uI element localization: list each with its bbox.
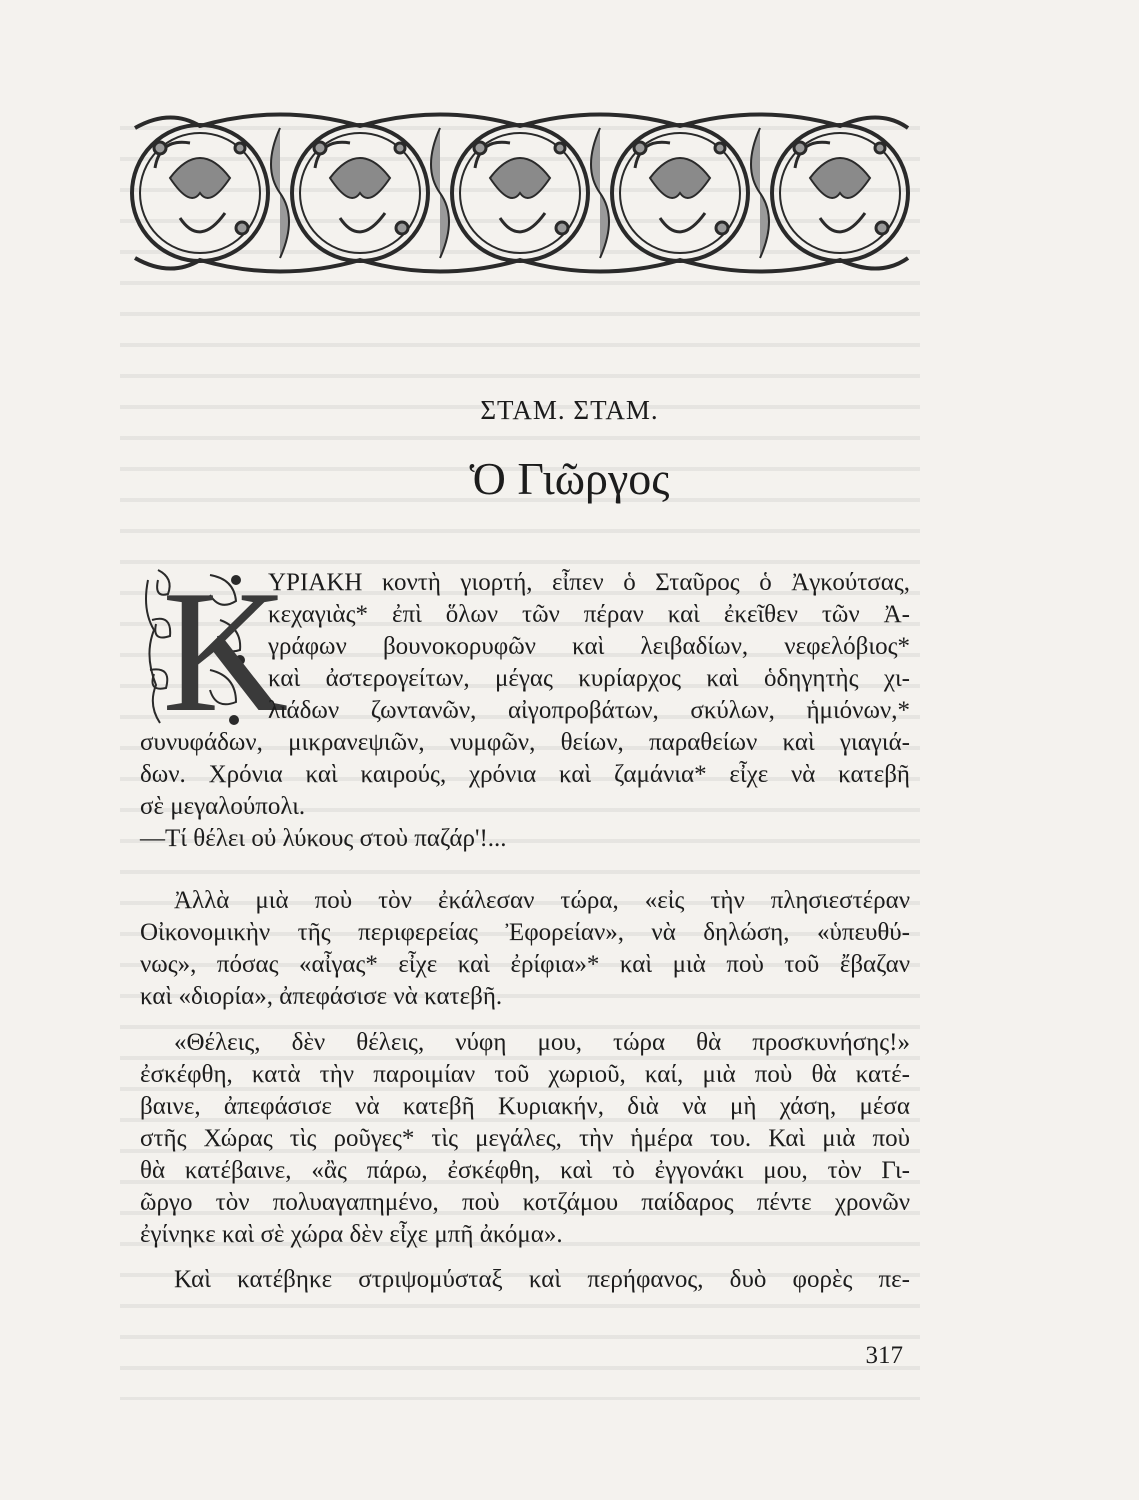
text-line: ῶργο τὸν πολυαγαπημένο, ποὺ κοτζάμου παίδαρος πέντε χρονῶν (140, 1189, 910, 1216)
text-line: —Τί θέλει οὐ λύκους στοὺ παζάρ'!... (140, 825, 507, 852)
paragraph-2 (140, 823, 910, 855)
text-line: συνυφάδων, μικρανεψιῶν, νυμφῶν, θείων, παραθείων καὶ γιαγιά- (140, 729, 910, 756)
text-line: καὶ ἀστερογείτων, μέγας κυρίαρχος καὶ ὁδηγητὴς χι- (268, 665, 910, 692)
text-line: ΥΡΙΑΚΗ κοντὴ γιορτή, εἶπεν ὁ Σταῦρος ὁ Ἀγκούτσας, (268, 569, 910, 596)
text-line: θὰ κατέβαινε, «ἂς πάρω, ἐσκέφθη, καὶ τὸ ἐγγονάκι μου, τὸν Γι- (140, 1157, 910, 1184)
text-line: δων. Χρόνια καὶ καιρούς, χρόνια καὶ ζαμάνια* εἶχε νὰ κατεβῆ (140, 761, 910, 788)
text-line: λιάδων ζωντανῶν, αἰγοπροβάτων, σκύλων, ἡμιόνων,* (268, 697, 910, 724)
floral-vine-ornament-icon (130, 108, 912, 278)
paragraph-5 (140, 1264, 910, 1296)
text-line: κεχαγιὰς* ἐπὶ ὅλων τῶν πέραν καὶ ἐκεῖθεν τῶν Ἀ- (268, 601, 910, 628)
author-name: ΣΤΑΜ. ΣΤΑΜ. (480, 395, 659, 425)
text-line: Ἀλλὰ μιὰ ποὺ τὸν ἐκάλεσαν τώρα, «εἰς τὴν πλησιεστέραν (174, 887, 910, 914)
paragraph-4 (140, 1027, 910, 1251)
text-line: Καὶ κατέβηκε στριψομύσταξ καὶ περήφανος, δυὸ φορὲς πε- (174, 1266, 910, 1293)
text-line: «Θέλεις, δὲν θέλεις, νύφη μου, τώρα θὰ προσκυνήσης!» (174, 1029, 910, 1056)
text-line: σὲ μεγαλούπολι. (140, 793, 306, 820)
text-line: ἐσκέφθη, κατὰ τὴν παροιμίαν τοῦ χωριοῦ, καί, μιὰ ποὺ θὰ κατέ- (140, 1061, 910, 1088)
text-line: βαινε, ἀπεφάσισε νὰ κατεβῆ Κυριακήν, διὰ νὰ μὴ χάση, μέσα (140, 1093, 910, 1120)
text-line: νως», πόσας «αἶγας* εἶχε καὶ ἐρίφια»* καὶ μιὰ ποὺ τοῦ ἔβαζαν (140, 951, 910, 978)
text-line: στῆς Χώρας τὶς ροῦγες* τὶς μεγάλες, τὴν ἡμέρα του. Καὶ μιὰ ποὺ (140, 1125, 910, 1152)
dropcap-letter: Κ (162, 554, 289, 748)
page-number: 317 (865, 1342, 903, 1369)
text-line: καὶ «διορία», ἀπεφάσισε νὰ κατεβῆ. (140, 983, 503, 1010)
text-line: γράφων βουνοκορυφῶν καὶ λειβαδίων, νεφελόβιος* (268, 633, 910, 660)
story-title: Ὁ Γιῶργος (469, 453, 670, 504)
paragraph-1 (140, 567, 910, 823)
text-line: Οἰκονομικὴν τῆς περιφερείας Ἐφορείαν», νὰ δηλώση, «ὑπευθύ- (140, 919, 910, 946)
paragraph-3 (140, 885, 910, 1013)
text-line: ἐγίνηκε καὶ σὲ χώρα δὲν εἶχε μπῆ ἀκόμα». (140, 1221, 563, 1248)
